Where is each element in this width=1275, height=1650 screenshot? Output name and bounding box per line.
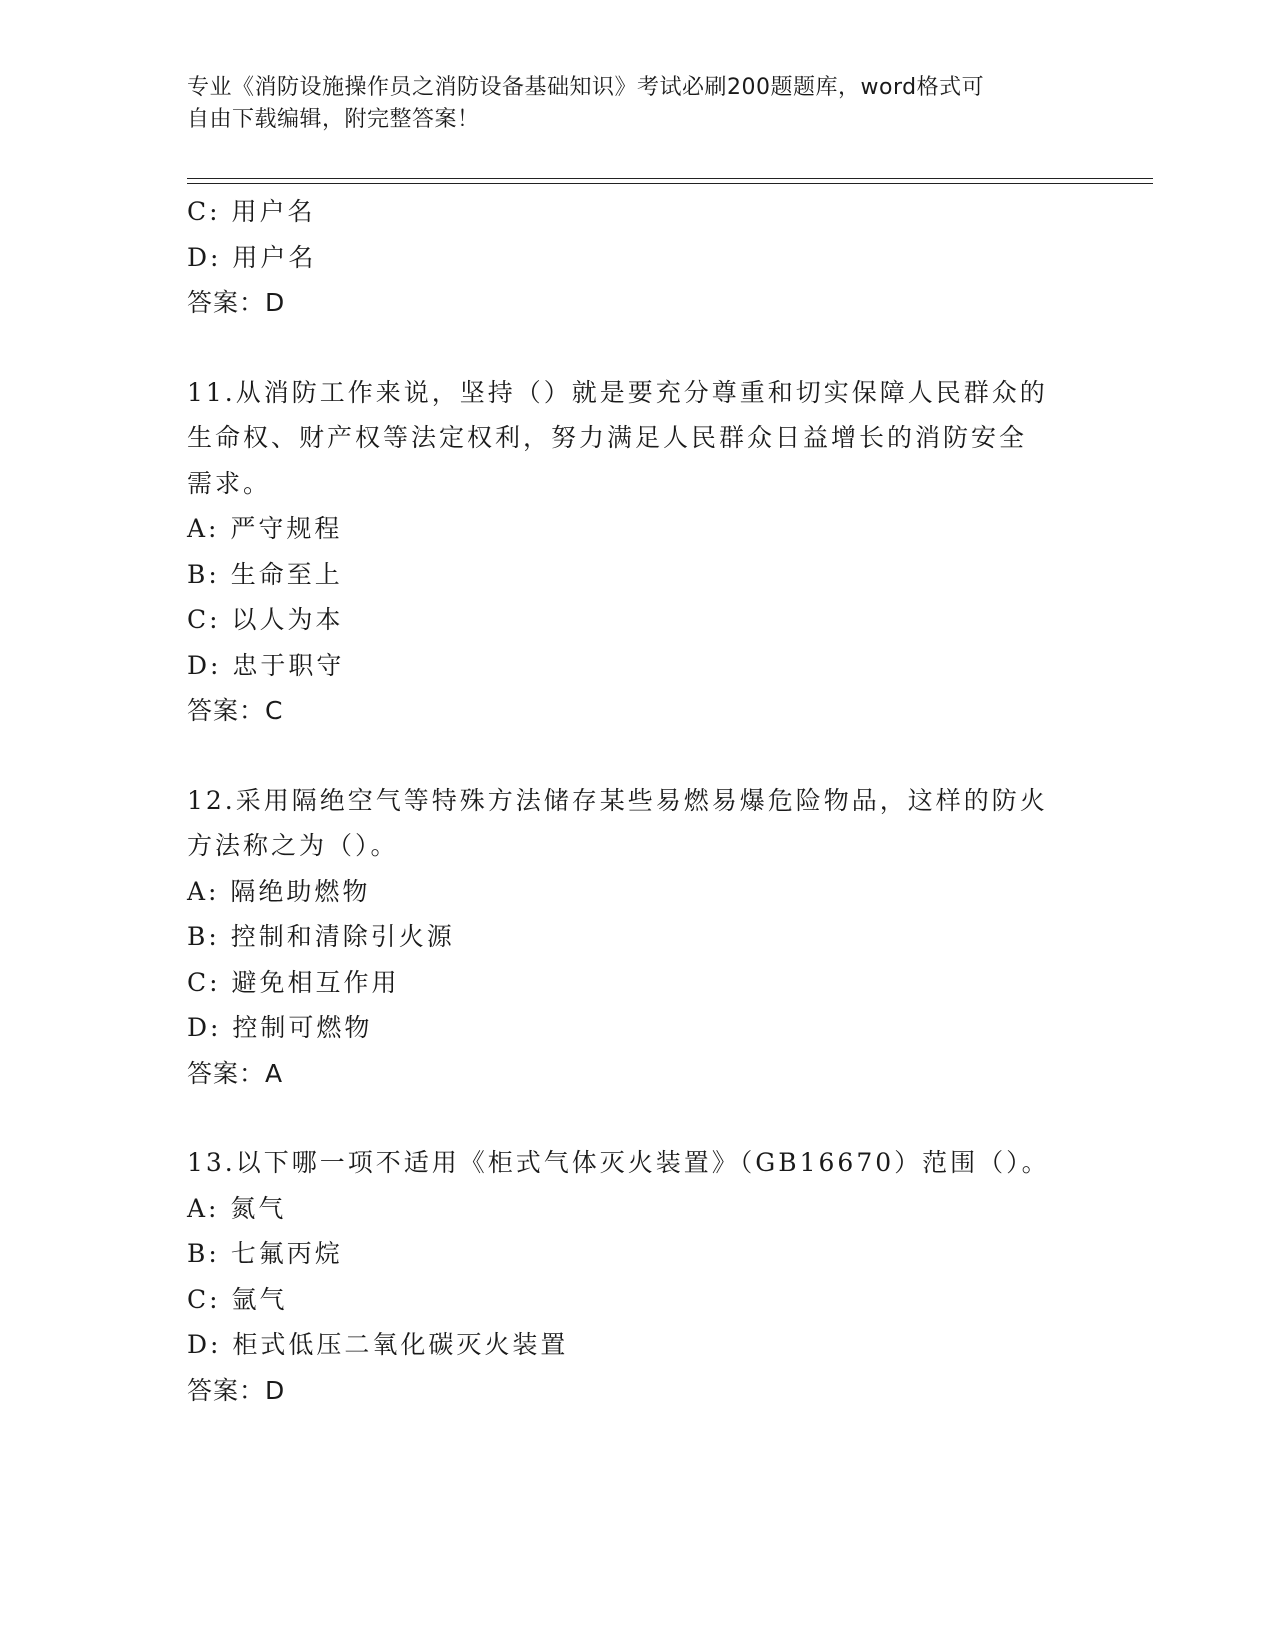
question-text-line: 生命权、财产权等法定权利，努力满足人民群众日益增长的消防安全 (187, 423, 1028, 452)
answer-line: 答案：D (187, 288, 286, 317)
option-d: D: 柜式低压二氧化碳灭火装置 (187, 1330, 569, 1359)
question-block-13 (187, 1140, 1087, 1413)
spacer (187, 734, 1087, 778)
option-c: C: 以人为本 (187, 605, 344, 634)
header-divider-top (187, 178, 1153, 179)
option-b: B: 生命至上 (187, 559, 343, 589)
question-list (187, 189, 1087, 1413)
option-a: A: 严守规程 (187, 514, 343, 543)
header-divider-bottom (187, 183, 1153, 184)
option-d: D: 控制可燃物 (187, 1013, 373, 1042)
spacer (187, 326, 1087, 370)
document-header (187, 72, 1067, 136)
option-a: A: 隔绝助燃物 (187, 876, 371, 906)
option-b: B: 控制和清除引火源 (187, 922, 455, 951)
question-text-line: 11.从消防工作来说，坚持（）就是要充分尊重和切实保障人民群众的 (187, 377, 1048, 407)
option-c: C: 避免相互作用 (187, 967, 400, 997)
option-d: D: 忠于职守 (187, 650, 345, 680)
option-a: A: 氮气 (187, 1193, 287, 1223)
answer-line: 答案：D (187, 1375, 286, 1405)
header-line-2: 自由下载编辑，附完整答案！ (187, 107, 480, 132)
option-c: C: 用户名 (187, 197, 316, 226)
option-d: D: 用户名 (187, 242, 317, 272)
option-b: B: 七氟丙烷 (187, 1239, 343, 1268)
question-block-12 (187, 778, 1087, 1097)
question-text-line: 方法称之为（）。 (187, 831, 399, 860)
question-text-line: 12.采用隔绝空气等特殊方法储存某些易燃易爆危险物品，这样的防火 (187, 785, 1048, 815)
question-block-11 (187, 370, 1087, 734)
header-line-1: 专业《消防设施操作员之消防设备基础知识》考试必刷200题题库，word格式可 (187, 75, 985, 100)
question-block-previous (187, 189, 1087, 326)
option-c: C: 氩气 (187, 1284, 288, 1314)
spacer (187, 1096, 1087, 1140)
question-text-line: 需求。 (187, 468, 272, 498)
question-text-line: 13.以下哪一项不适用《柜式气体灭火装置》（GB16670）范围（）。 (187, 1148, 1050, 1177)
answer-line: 答案：C (187, 696, 284, 725)
answer-line: 答案：A (187, 1058, 284, 1088)
